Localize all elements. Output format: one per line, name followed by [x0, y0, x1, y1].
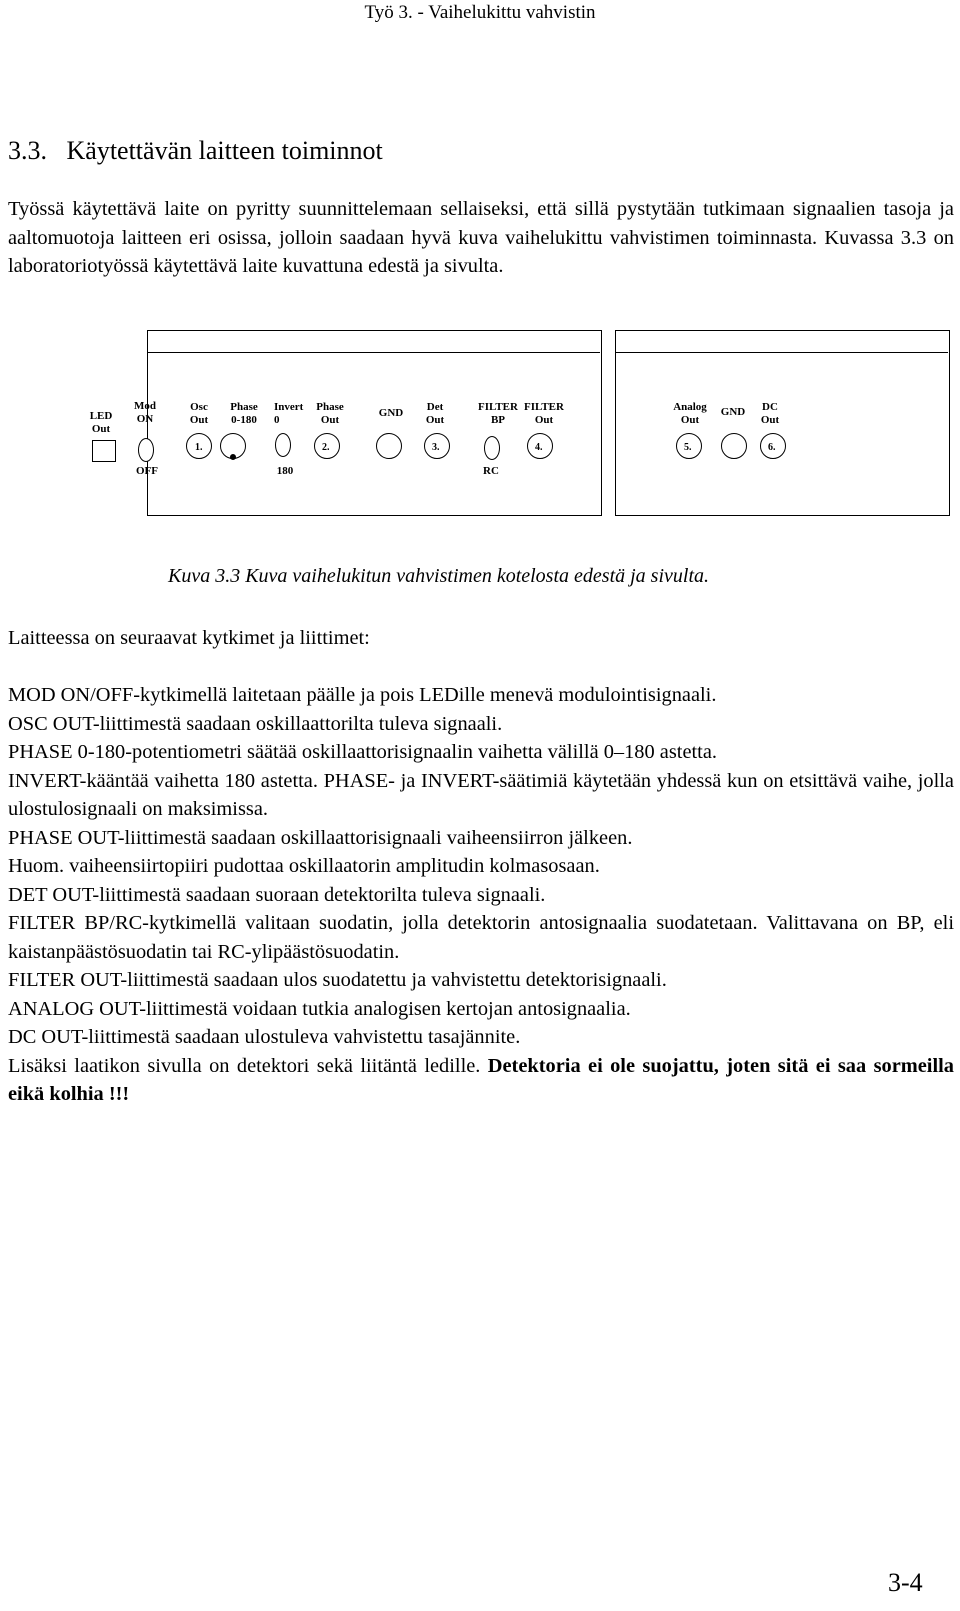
phase-pot-dot: [230, 454, 236, 460]
list-item: FILTER OUT-liittimestä saadaan ulos suodatettu ja vahvistettu detektorisignaali.: [8, 969, 667, 991]
intro-paragraph: Työssä käytettävä laite on pyritty suunnittelemaan sellaiseksi, että sillä pystytään tutkimaan signaalien tasoja ja aaltomuotoja laitteen eri osissa, jolloin saadaan hyvä kuva vaihelukittu vahvistimen toiminnasta. Kuvassa 3.3 on laboratoriotyössä käytettävä laite kuvattuna edestä ja sivulta.: [8, 198, 954, 277]
controls-list: [8, 681, 954, 1109]
marker-4: 4.: [535, 442, 543, 453]
list-item: PHASE OUT-liittimestä saadaan oskillaattorisignaali vaiheensiirron jälkeen.: [8, 826, 633, 849]
lead-text: Laitteessa on seuraavat kytkimet ja liittimet:: [8, 627, 370, 649]
warning-text: Detektoria ei ole suojattu, joten sitä ei saa sormeilla eikä kolhia !!!: [8, 1054, 954, 1105]
list-item: PHASE 0-180-potentiometri säätää oskillaattorisignaalin vaihetta välillä 0–180 astetta.: [8, 741, 717, 763]
side-panel-inner: [615, 352, 948, 354]
list-item: Huom. vaiheensiirtopiiri pudottaa oskillaatorin amplitudin kolmasosaan.: [8, 855, 600, 877]
det-out-label: Det Out: [425, 401, 445, 426]
phase-out-label: Phase Out: [316, 401, 344, 426]
mod-switch-label: Mod ON: [134, 400, 156, 425]
side-gnd-label: GND: [720, 406, 746, 418]
list-item: INVERT-kääntää vaihetta 180 astetta. PHASE- ja INVERT-säätimiä käytetään yhdessä kun on etsittävä vaihe, jolla ulostulosignaali on maksimissa.: [8, 769, 954, 820]
marker-2: 2.: [322, 442, 330, 453]
list-item: DC OUT-liittimestä saadaan ulostuleva vahvistettu tasajännite.: [8, 1026, 521, 1048]
invert-switch[interactable]: [275, 433, 291, 457]
gnd-jack[interactable]: [376, 433, 402, 459]
mod-off-label: OFF: [136, 465, 158, 477]
led-label: LED Out: [89, 410, 113, 435]
list-item: FILTER BP/RC-kytkimellä valitaan suodatin, jolla detektorin antosignaalia suodatetaan. Valittavana on BP, eli kaistanpäästösuodatin tai RC-ylipäästösuodatin.: [8, 912, 954, 963]
invert-label: Invert 0: [274, 401, 304, 426]
device-figure: [0, 330, 960, 550]
gnd-label: GND: [378, 407, 404, 419]
led-socket[interactable]: [92, 440, 116, 462]
marker-5: 5.: [684, 442, 692, 453]
mod-switch[interactable]: [138, 438, 154, 462]
marker-1: 1.: [195, 442, 203, 453]
analog-out-label: Analog Out: [673, 401, 707, 426]
marker-6: 6.: [768, 442, 776, 453]
dc-out-label: DC Out: [760, 401, 780, 426]
osc-out-label: Osc Out: [189, 401, 209, 426]
page-header: Työ 3. - Vaihelukittu vahvistin: [364, 2, 596, 23]
list-item: DET OUT-liittimestä saadaan suoraan detektorilta tuleva signaali.: [8, 883, 546, 906]
phase-pot-label: Phase 0-180: [230, 401, 258, 426]
list-item: MOD ON/OFF-kytkimellä laitetaan päälle ja pois LEDille menevä modulointisignaali.: [8, 684, 717, 706]
section-heading: [8, 136, 383, 166]
front-panel-inner: [147, 352, 600, 354]
filter-switch-label: FILTER BP: [478, 401, 518, 426]
marker-3: 3.: [432, 442, 440, 453]
list-item: ANALOG OUT-liittimestä voidaan tutkia analogisen kertojan antosignaalia.: [8, 997, 631, 1020]
page-number: 3-4: [888, 1568, 923, 1597]
filter-out-label: FILTER Out: [524, 401, 564, 426]
list-item: OSC OUT-liittimestä saadaan oskillaattorilta tuleva signaali.: [8, 712, 503, 735]
side-gnd-jack[interactable]: [721, 433, 747, 459]
filter-rc-label: RC: [483, 465, 499, 477]
final-note: Lisäksi laatikon sivulla on detektori sekä liitäntä ledille. Detektoria ei ole suojattu, joten sitä ei saa sormeilla eikä kolhia !!!: [8, 1054, 954, 1105]
section-title: Käytettävän laitteen toiminnot: [66, 136, 383, 165]
filter-switch[interactable]: [484, 436, 500, 460]
invert-180-label: 180: [276, 465, 294, 477]
section-number: 3.3.: [8, 136, 47, 165]
figure-caption: Kuva 3.3 Kuva vaihelukitun vahvistimen kotelosta edestä ja sivulta.: [168, 565, 710, 587]
